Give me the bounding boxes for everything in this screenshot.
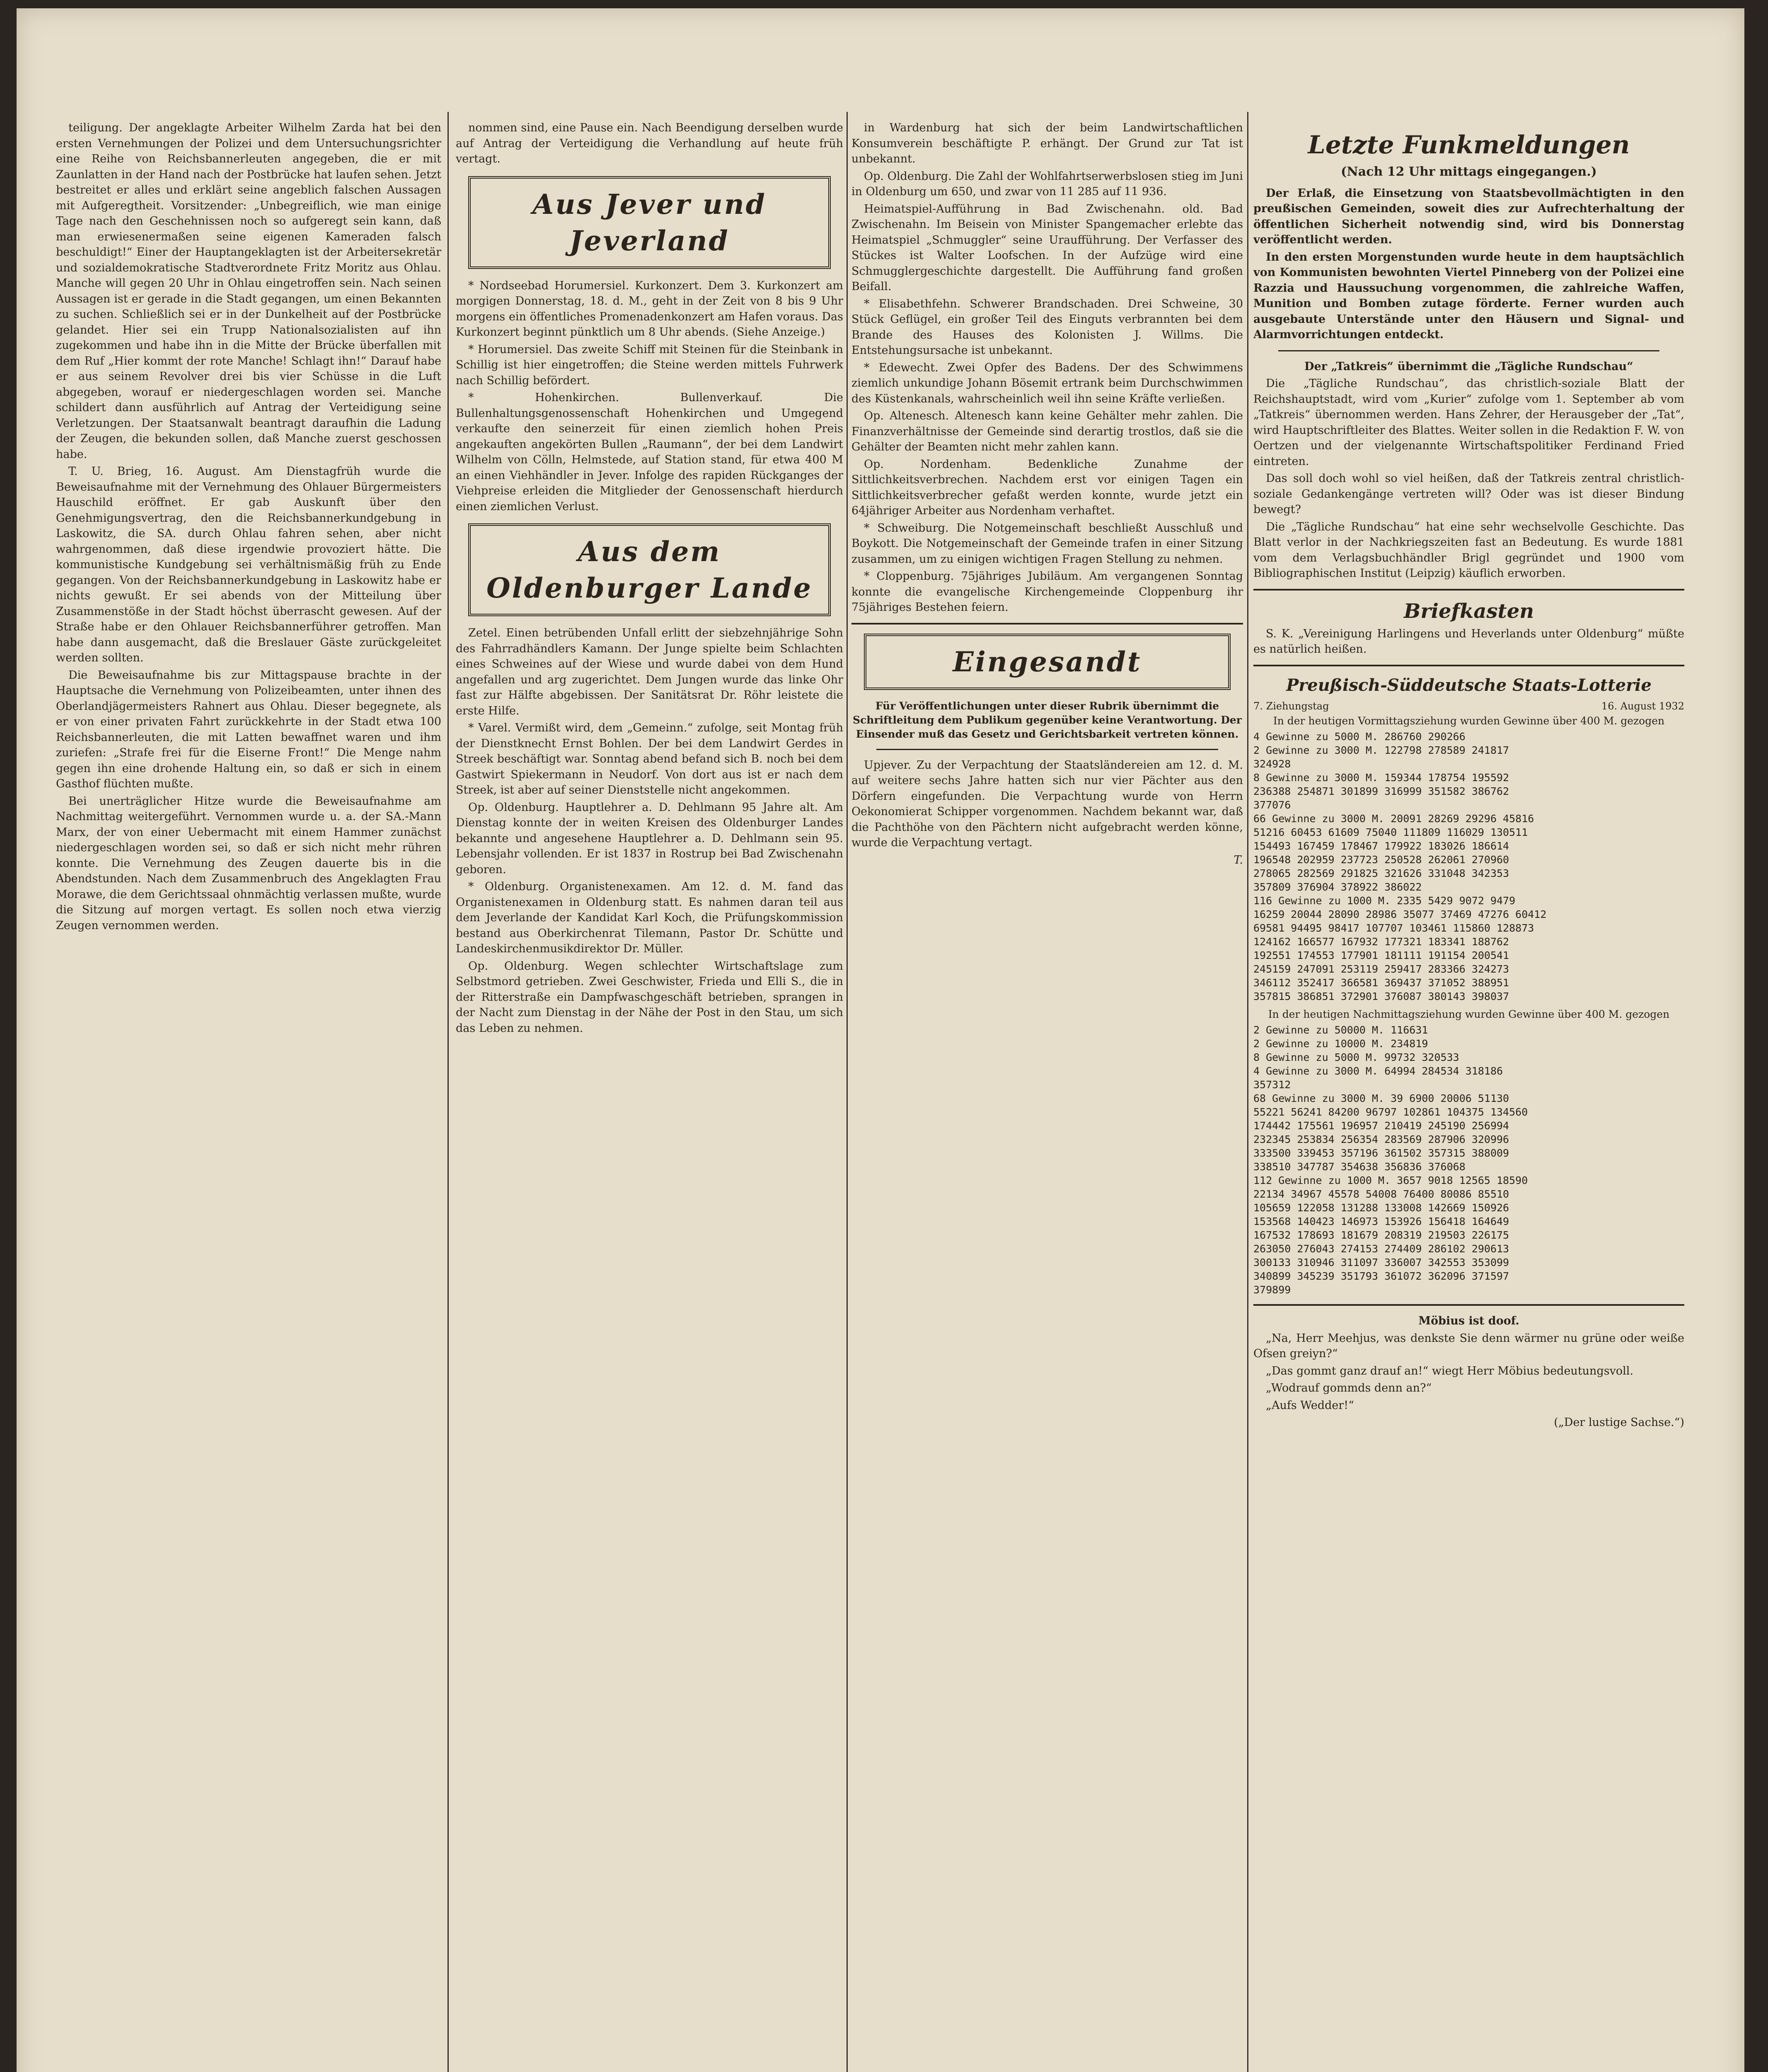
- paragraph: Das soll doch wohl so viel heißen, daß der Tatkreis zentral christlich-soziale Gedankengänge vertreten will? Oder was ist dieser Bindung bewegt?: [1253, 472, 1684, 516]
- paragraph: Die „Tägliche Rundschau“ hat eine sehr wechselvolle Geschichte. Das Blatt verlor in der Nachkriegszeiten fast an Bedeutung. Es wurde 1881 vom dem Verlagsbuchhändler Brigl gegründet und 1900 vom Bibliographischen Institut (Leipzig) käuflich erworben.: [1253, 520, 1684, 580]
- paragraph: Die „Tägliche Rundschau“, das christlich-soziale Blatt der Reichshauptstadt, wird vom „Kurier“ zufolge vom 1. September ab vom „Tatkreis“ übernommen werden. Hans Zehrer, der Herausgeber der „Tat“, wird Hauptschriftleiter des Blattes. Weiter sollen in die Redaktion F. W. von Oertzen und der vielgenannte Wirtschaftspolitiker Ferdinand Fried eintreten.: [1253, 377, 1684, 468]
- newspaper-page: [17, 8, 1744, 2072]
- news-item: Op. Oldenburg. Die Zahl der Wohlfahrtserwerbslosen stieg im Juni in Oldenburg um 650, und zwar von 11 285 auf 11 936.: [851, 169, 1243, 198]
- news-item: Op. Altenesch. Altenesch kann keine Gehälter mehr zahlen. Die Finanzverhältnisse der Gemeinde sind derartig trostlos, daß sie die Gehälter der Beamten nicht mehr zahlen kann.: [851, 409, 1243, 453]
- news-item: * Oldenburg. Organistenexamen. Am 12. d. M. fand das Organistenexamen in Oldenburg statt. Es nahmen daran teil aus dem Jeverlande der Kandidat Karl Koch, die Prüfungskommission bestand aus Oberkirchenrat Tilemann, Pastor Dr. Schütte und Landeskirchenmusikdirektor Dr. Müller.: [456, 880, 843, 955]
- column-4: [1253, 120, 1684, 2072]
- news-item: * Varel. Vermißt wird, dem „Gemeinn.“ zufolge, seit Montag früh der Dienstknecht Ernst Bohlen. Der bei dem Landwirt Gerdes in Streek beschäftigt war. Sonntag abend befand sich B. noch bei dem Gastwirt Spiekermann in Neudorf. Von dort aus ist er nach dem Streek, ist aber auf seiner Dienststelle nicht angekommen.: [456, 721, 843, 796]
- lottery-date: 16. August 1932: [1601, 700, 1684, 712]
- news-item: Op. Oldenburg. Hauptlehrer a. D. Dehlmann 95 Jahre alt. Am Dienstag konnte der in weiten Kreisen des Oldenburger Landes bekannte und angesehene Hauptlehrer a. D. Dehlmann sein 95. Lebensjahr vollenden. Er ist 1837 in Rostrup bei Bad Zwischenahn geboren.: [456, 801, 843, 876]
- section-heading-lottery: Preußisch-Süddeutsche Staats-Lotterie: [1286, 675, 1652, 695]
- news-item: * Schweiburg. Die Notgemeinschaft beschließt Ausschluß und Boykott. Die Notgemeinschaft der Gemeinde trafen in einer Sitzung zusammen, um zu einigen wichtigen Fragen Stellung zu nehmen.: [851, 521, 1243, 566]
- news-item: Der Erlaß, die Einsetzung von Staatsbevollmächtigten in den preußischen Gemeinden, soweit dies zur Aufrechterhaltung der öffentlichen Sicherheit notwendig sind, wird bis Donnerstag veröffentlicht werden.: [1253, 186, 1684, 246]
- divider: [1253, 1304, 1684, 1306]
- anecdote-line: „Na, Herr Meehjus, was denkste Sie denn wärmer nu grüne oder weiße Ofsen greiyn?“: [1253, 1331, 1684, 1360]
- divider: [1253, 665, 1684, 666]
- column-3: [851, 120, 1243, 2072]
- divider: [851, 623, 1243, 625]
- divider: [876, 749, 1218, 750]
- lottery-morning-label: In der heutigen Vormittagsziehung wurden Gewinne über 400 M. gezogen: [1273, 715, 1665, 727]
- news-item: * Cloppenburg. 75jähriges Jubiläum. Am vergangenen Sonntag konnte die evangelische Kirchengemeinde Cloppenburg ihr 75jähriges Bestehen feiern.: [851, 570, 1243, 614]
- section-heading-briefkasten: Briefkasten: [1403, 599, 1534, 623]
- column-rule: [1247, 112, 1248, 2072]
- divider: [1253, 589, 1684, 591]
- news-item: * Nordseebad Horumersiel. Kurkonzert. Dem 3. Kurkonzert am morgigen Donnerstag, 18. d. M., geht in der Zeit von 8 bis 9 Uhr morgens ein öffentliches Promenadenkonzert am Hafen voraus. Das Kurkonzert beginnt pünktlich um 8 Uhr abends. (Siehe Anzeige.): [456, 279, 843, 339]
- section-heading-funkmeldungen: Letzte Funkmeldungen: [1308, 131, 1630, 160]
- news-item: * Horumersiel. Das zweite Schiff mit Steinen für die Steinbank in Schillig ist hier eingetroffen; die Steine werden mittels Fuhrwerk nach Schillig befördert.: [456, 343, 843, 387]
- column-rule: [847, 112, 848, 2072]
- anecdote-source: („Der lustige Sachse.“): [1554, 1416, 1684, 1429]
- lottery-numbers-morning: 4 Gewinne zu 5000 M. 286760 290266 2 Gewinne zu 3000 M. 122798 278589 241817 324928 8 Gewinne zu 3000 M. 159344 178754 195592 236388 254871 301899 316999 351582 386762 377076 66 Gewinne zu 3000 M. 20091 28269 29296 45816 51216 60453 61609 75040 111809 116029 130511 154493 167459 178467 179922 183026 186614 196548 202959 237723 250528 262061 270960 278065 282569 291825 321626 331048 342353 357809 376904 378922 386022 116 Gewinne zu 1000 M. 2335 5429 9072 9479 16259 20044 28090 28986 35077 37469 47276 60412 69581 94495 98417 107707 103461 115860 128873 124162 166577 167932 177321 183341 188762 192551 174553 177901 181111 191154 200541 245159 247091 253119 259417 283366 324273 346112 352417 366581 369437 371052 388951 357815 386851 372901 376087 380143 398037: [1253, 731, 1547, 1002]
- section-subheading: (Nach 12 Uhr mittags eingegangen.): [1341, 165, 1597, 179]
- news-item: Zetel. Einen betrübenden Unfall erlitt der siebzehnjährige Sohn des Fahrradhändlers Kamann. Der Junge spielte beim Schlachten eines Schweines auf der Wiese und wurde dabei von dem Hund angefallen und arg zugerichtet. Dem Jungen wurde das linke Ohr fast zur Hälfte abgebissen. Der Sanitätsrat Dr. Röhr leistete die erste Hilfe.: [456, 627, 843, 717]
- disclaimer: Für Veröffentlichungen unter dieser Rubrik übernimmt die Schriftleitung dem Publikum gegenüber keine Verantwortung. Der Einsender muß das Gesetz und Gerichtsbarkeit vertreten können.: [853, 700, 1242, 740]
- column-rule: [447, 112, 449, 2072]
- news-item: In den ersten Morgenstunden wurde heute in dem hauptsächlich von Kommunisten bewohnten Viertel Pinneberg von der Polizei eine Razzia und Haussuchung vorgenommen, die zahlreiche Waffen, Munition und Bomben zutage förderte. Ferner wurden auch ausgebaute Unterstände unter den Häusern und Signal- und Alarmvorrichtungen entdeckt.: [1253, 250, 1684, 341]
- divider: [1278, 350, 1659, 351]
- mailbox-item: S. K. „Vereinigung Harlingens und Heverlands unter Oldenburg“ müßte es natürlich heißen.: [1253, 627, 1684, 656]
- news-item: * Edewecht. Zwei Opfer des Badens. Der des Schwimmens ziemlich unkundige Johann Bösemit ertrank beim Durchschwimmen des Küstenkanals, wahrscheinlich weil ihn seine Kräfte verließen.: [851, 361, 1243, 405]
- anecdote-title: Möbius ist doof.: [1418, 1314, 1519, 1327]
- lottery-numbers-afternoon: 2 Gewinne zu 50000 M. 116631 2 Gewinne zu 10000 M. 234819 8 Gewinne zu 5000 M. 99732 320533 4 Gewinne zu 3000 M. 64994 284534 318186 357312 68 Gewinne zu 3000 M. 39 6900 20006 51130 55221 56241 84200 96797 102861 104375 134560 174442 175561 196957 210419 245190 256994 232345 253834 256354 283569 287906 320996 333500 339453 357196 361502 357315 388009 338510 347787 354638 356836 376068 112 Gewinne zu 1000 M. 3657 9018 12565 18590 22134 34967 45578 54008 76400 80086 85510 105659 122058 131288 133008 142669 150926 153568 140423 146973 153926 156418 164649 167532 178693 181679 208319 219503 226175 263050 276043 274153 274409 286102 290613 300133 310946 311097 336007 342553 353099 340899 345239 351793 361072 362096 371597 379899: [1253, 1024, 1528, 1296]
- news-item: Op. Oldenburg. Wegen schlechter Wirtschaftslage zum Selbstmord getrieben. Zwei Geschwister, Frieda und Elli S., die in der Ritterstraße ein Dampfwaschgeschäft betrieben, sprangen in der Nacht zum Dienstag in der Nähe der Post in den Stau, um sich das Leben zu nehmen.: [456, 959, 843, 1035]
- section-heading-jever: Aus Jever und Jeverland: [468, 176, 831, 269]
- anecdote-line: „Aufs Wedder!“: [1266, 1399, 1354, 1412]
- news-item: Heimatspiel-Aufführung in Bad Zwischenahn. old. Bad Zwischenahn. Im Beisein von Minister Spangemacher erlebte das Heimatspiel „Schmuggler“ seine Uraufführung. Der Verfasser des Stückes ist Walter Loofschen. In der Aufzüge wird eine Schmugglergeschichte dargestellt. Die Aufführung fand großen Beifall.: [851, 202, 1243, 293]
- column-2: [456, 120, 843, 2072]
- paragraph: teiligung. Der angeklagte Arbeiter Wilhelm Zarda hat bei den ersten Vernehmungen der Polizei und dem Untersuchungsrichter eine Reihe von Reichsbannerleuten angegeben, die er mit Zaunlatten in der Hand nach der Postbrücke hat laufen sehen. Jetzt bestreitet er alles und erklärt seine angeblich falschen Aussagen mit Aufgeregtheit. Vorsitzender: „Unbegreiflich, wie man einige Tage nach den Geschehnissen noch so aufgeregt sein kann, daß man erwiesenermaßen seine eigenen Kameraden falsch beschuldigt!“ Einer der Hauptangeklagten ist der Arbeitersekretär und sozialdemokratische Stadtverordnete Fritz Moritz aus Ohlau. Manche will gegen 20 Uhr in Ohlau eingetroffen sein. Nach seinen Aussagen ist er gerade in die Stadt gegangen, um einen Bekannten zu suchen. Schließlich sei er in der Dunkelheit auf der Postbrücke gelandet. Hier sei ein Trupp Nationalsozialisten auf ihn zugekommen und habe ihn in die Mitte der Brücke überfallen mit dem Ruf „Hier kommt der rote Manche! Schlagt ihn!“ Darauf habe er aus seinem Revolver drei bis vier Schüsse in die Luft abgegeben, worauf er niedergeschlagen worden sei. Manche schildert dann ausführlich auf Antrag der Verteidigung seine Verletzungen. Der Staatsanwalt beantragt daraufhin die Ladung der Zeugen, die bekunden sollen, daß Manche zuerst geschossen habe.: [56, 121, 441, 461]
- news-item: * Elisabethfehn. Schwerer Brandschaden. Drei Schweine, 30 Stück Geflügel, ein großer Teil des Einguts verbrannten bei dem Brande des Hauses des Kolonisten J. Willms. Die Entstehungsursache ist unbekannt.: [851, 297, 1243, 357]
- news-item: in Wardenburg hat sich der beim Landwirtschaftlichen Konsumverein beschäftigte P. erhängt. Der Grund zur Tat ist unbekannt.: [851, 121, 1243, 165]
- news-item: Op. Nordenham. Bedenkliche Zunahme der Sittlichkeitsverbrechen. Nachdem erst vor einigen Tagen ein Sittlichkeitsverbrecher gefaßt werden konnte, wurde jetzt ein 64jähriger Arbeiter aus Nordenham verhaftet.: [851, 457, 1243, 517]
- article-title: Der „Tatkreis“ übernimmt die „Tägliche Rundschau“: [1304, 360, 1633, 373]
- paragraph: T. U. Brieg, 16. August. Am Dienstagfrüh wurde die Beweisaufnahme mit der Vernehmung des Ohlauer Bürgermeisters Hauschild eröffnet. Er gab Auskunft über den Genehmigungsvertrag, den die Reichsbannerkundgebung in Laskowitz, die SA. durch Ohlau fahren sehen, aber nicht wahrgenommen, daß diese irgendwie provoziert hätte. Die kommunistische Kundgebung sei verhältnismäßig früh zu Ende gegangen. Von der Reichsbannerkundgebung in Laskowitz habe er nichts gewußt. Er sei abends von der Mitteilung über Zusammenstöße in der Stadt höchst überrascht gewesen. Auf der Straße habe er den Ohlauer Reichsbannerführer getroffen. Man habe dann ausgemacht, daß die Breslauer Gäste zurückgeleitet werden sollten.: [56, 465, 441, 664]
- signature: T.: [1233, 853, 1243, 867]
- letter: Upjever. Zu der Verpachtung der Staatsländereien am 12. d. M. auf weitere sechs Jahre hatten sich nur vier Pächter aus den Dörfern eingefunden. Die Verpachtung wurde von Herrn Oekonomierat Schipper vorgenommen. Nachdem bekannt war, daß die Pachthöhe von den Pächtern nicht aufgebracht werden könne, wurde die Verpachtung vertagt.: [851, 758, 1243, 849]
- lottery-afternoon-label: In der heutigen Nachmittagsziehung wurden Gewinne über 400 M. gezogen: [1268, 1008, 1670, 1020]
- lottery-day: 7. Ziehungstag: [1253, 700, 1329, 712]
- anecdote-line: „Wodrauf gommds denn an?“: [1266, 1382, 1432, 1394]
- anecdote-line: „Das gommt ganz drauf an!“ wiegt Herr Möbius bedeutungsvoll.: [1266, 1364, 1633, 1377]
- paragraph: Die Beweisaufnahme bis zur Mittagspause brachte in der Hauptsache die Vernehmung von Polizeibeamten, unter ihnen des Oberlandjägermeisters Rahnert aus Ohlau. Dieser begegnete, als er von einer privaten Fahrt zurückkehrte in der Stadt etwa 100 Reichsbannerleuten, die mit Latten bewaffnet waren und ihm zuriefen: „Strafe frei für die Eiserne Front!“ Die Menge nahm gegen ihn eine drohende Haltung ein, so daß er sich in einem Gasthof flüchten mußte.: [56, 668, 441, 790]
- section-heading-eingesandt: Eingesandt: [864, 634, 1231, 690]
- news-item: * Hohenkirchen. Bullenverkauf. Die Bullenhaltungsgenossenschaft Hohenkirchen und Umgegend verkaufte den seinerzeit für einen ziemlich hohen Preis angekauften angekörten Bullen „Raumann“, der bei dem Landwirt Wilhelm von Cölln, Helmstede, auf Station stand, für etwa 400 M an einen Viehhändler in Jever. Infolge des rapiden Rückganges der Viehpreise erleiden die Mitglieder der Genossenschaft hierdurch einen ziemlichen Verlust.: [456, 391, 843, 513]
- column-1: [56, 120, 441, 2072]
- section-heading-oldenburg: Aus dem Oldenburger Lande: [468, 523, 831, 616]
- paragraph: nommen sind, eine Pause ein. Nach Beendigung derselben wurde auf Antrag der Verteidigung die Verhandlung auf heute früh vertagt.: [456, 121, 843, 165]
- paragraph: Bei unerträglicher Hitze wurde die Beweisaufnahme am Nachmittag weitergeführt. Vernommen wurde u. a. der SA.-Mann Marx, der von einer Uebermacht mit einem Hammer zunächst niedergeschlagen worden sei, so daß er sich nicht mehr rühren konnte. Die Vernehmung des Zeugen dauerte bis in die Abendstunden. Nach dem Zusammenbruch des Angeklagten Frau Morawe, die dem Gerichtssaal ohnmächtig verlassen mußte, wurde die Sitzung auf morgen vertagt. Es sollen noch etwa vierzig Zeugen vernommen werden.: [56, 794, 441, 932]
- lottery-info: [1253, 699, 1684, 714]
